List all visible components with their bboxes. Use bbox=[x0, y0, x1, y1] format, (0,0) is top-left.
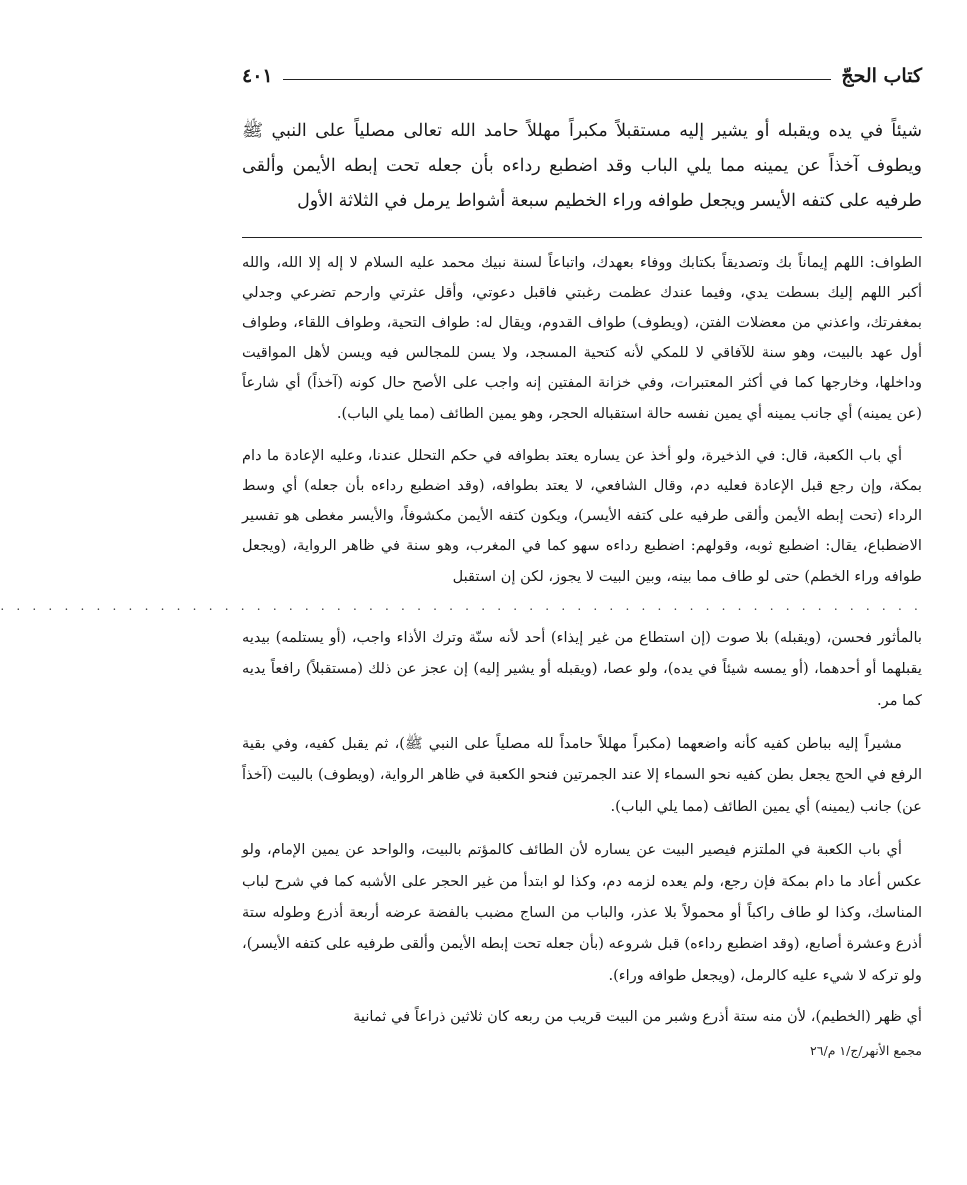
main-text-divider bbox=[242, 237, 922, 238]
commentary-paragraph: أي باب الكعبة، قال: في الذخيرة، ولو أخذ عن يساره يعتد بطوافه في حكم التحلل عندنا، وعليه الإعادة ما دام بمكة، وإن رجع قبل الإعادة فعليه دم، وقال الشافعي، لا يعتد بطوافه، (وقد اضطبع رداءه بأن جعله) أي وسط الرداء (تحت إبطه الأيمن وألقى طرفيه على كتفه الأيسر)، ويكون كتفه الأيمن مكشوفاً، والأيسر مغطى هو تفسير الاضطباع، يقال: اضطبع ثوبه، وقولهم: اضطبع رداءه سهو كما في المغرب، وهو سنة في ظاهر الرواية، (ويجعل طوافه وراء الخطم) حتى لو طاف مما بينه، وبين البيت لا يجوز، لكن إن استقبل bbox=[242, 446, 922, 585]
book-title: كتاب الحجّ bbox=[841, 65, 922, 87]
commentary-paragraph: مشيراً إليه بباطن كفيه كأنه واضعهما (مكبراً مهللاً حامداً لله مصلياً على النبي ﷺ)، ثم يقبل كفيه، وفي بقية الرفع في الحج يجعل بطن كفيه نحو السماء إلا عند الجمرتين فنحو الكعبة في ظاهر الرواية، (ويطوف) بالبيت (آخذاً عن) جانب (يمينه) أي يمين الطائف (مما يلي الباب). bbox=[242, 734, 922, 815]
book-page bbox=[0, 60, 922, 1059]
dotted-separator: . . . . . . . . . . . . . . . . . . . . . . . . . . . . . . . . . . . . . . . . . . . . . . . . . . . . . . . . . . bbox=[0, 598, 922, 613]
commentary-lower bbox=[242, 622, 922, 991]
main-text: شيئاً في يده ويقبله أو يشير إليه مستقبلاً مكبراً مهللاً حامد الله تعالى مصلياً على النبي ﷺ ويطوف آخذاً عن يمينه مما يلي الباب وقد اضطبع رداءه بأن جعله تحت إبطه الأيمن وألقى طرفيه على كتفه الأيسر ويجعل طوافه وراء الخطيم سبعة أشواط يرمل في الثلاثة الأول bbox=[242, 121, 922, 211]
commentary-paragraph: بالمأثور فحسن، (ويقبله) بلا صوت (إن استطاع من غير إيذاء) أحد لأنه سنّة وترك الأذاء واجب، (أو يستلمه) بيديه يقبلهما أو أحدهما، (أو يمسه شيئاً في يده)، ولو عصا، (ويقبله أو يشير إليه) إن عجز عن ذلك (مستقبلاً) رافعاً يديه كما مر. bbox=[242, 628, 922, 709]
running-header bbox=[242, 62, 922, 90]
header-rule bbox=[283, 79, 832, 80]
page-number: ٤٠١ bbox=[242, 65, 273, 87]
footer-reference: مجمع الأنهر/ج/١ م/٢٦ bbox=[810, 1042, 922, 1058]
commentary-upper bbox=[242, 248, 922, 592]
commentary-tail: أي ظهر (الخطيم)، لأن منه ستة أذرع وشبر من البيت قريب من ربعه كان ثلاثين ذراعاً في ثمانية bbox=[353, 1008, 922, 1026]
commentary-paragraph: الطواف: اللهم إيماناً بك وتصديقاً بكتابك ووفاء بعهدك، واتباعاً لسنة نبيك محمد عليه السلام لا إله إلا الله، والله أكبر اللهم إليك بسطت يدي، وفيما عندك عظمت رغبتي فاقبل دعوتي، وأقل عثرتي وارحم تضرعي وجدلي بمغفرتك، واعذني من معضلات الفتن، (ويطوف) طواف القدوم، ويقال له: طواف التحية، وطواف اللقاء، وطواف أول عهد بالبيت، وهو سنة للآفاقي لا للمكي لأنه كتحية المسجد، ولا يسن للمجالس فيه ويسن لأهل المواقيت وداخلها، وخارجها كما في أكثر المعتبرات، وفي خزانة المفتين إنه واجب على الأصح حال كونه (آخذاً) أي شارعاً (عن يمينه) أي جانب يمينه أي يمين نفسه حالة استقباله الحجر، وهو يمين الطائف (مما يلي الباب). bbox=[242, 253, 922, 422]
commentary-paragraph: أي باب الكعبة في الملتزم فيصير البيت عن يساره لأن الطائف كالمؤتم بالبيت، والواحد عن يمين الإمام، ولو عكس أعاد ما دام بمكة فإن رجع، ولم يعده لزمه دم، وكذا لو ابتدأ من غير الحجر على الأشبه كما في شرح لباب المناسك، وكذا لو طاف راكباً أو محمولاً بلا عذر، والباب من الساج مضبب بالفضة عرضه أربعة أذرع وطوله ستة أذرع وعشرة أصابع، (وقد اضطبع رداءه) قبل شروعه (بأن جعله تحت إبطه الأيمن وألقى طرفيه على كتفه الأيسر)، ولو تركه لا شيء عليه كالرمل، (ويجعل طوافه وراء). bbox=[242, 841, 922, 984]
